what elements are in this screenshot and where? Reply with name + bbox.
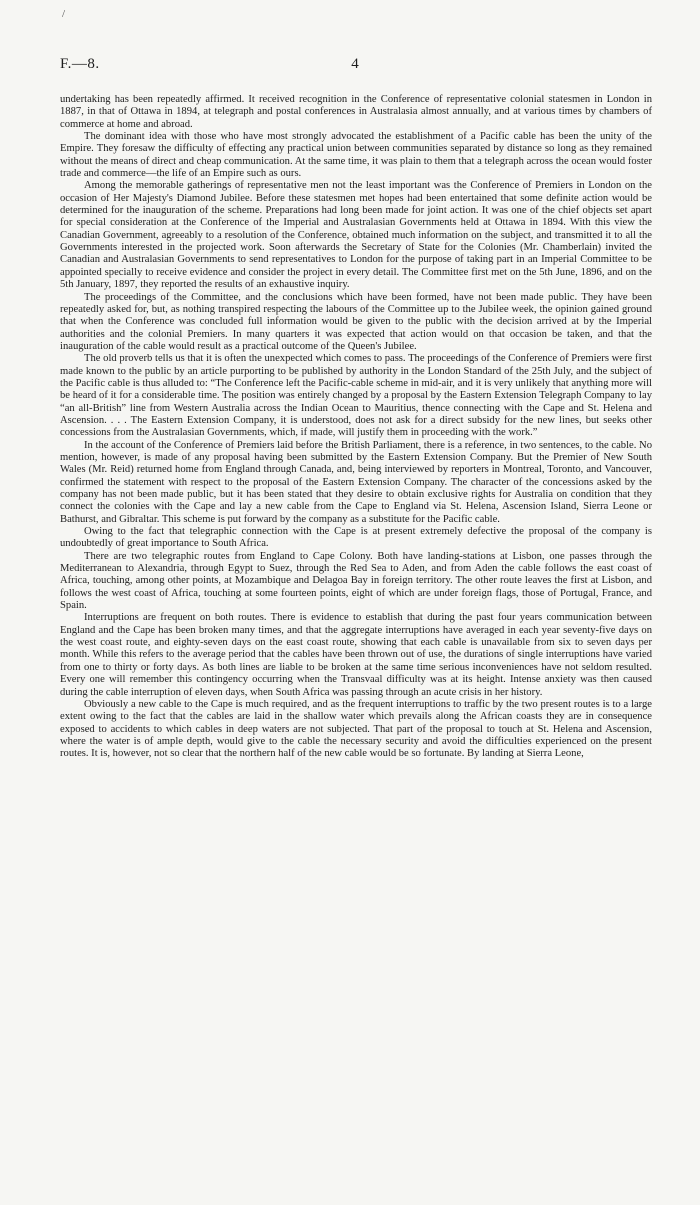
paragraph: Obviously a new cable to the Cape is much required, and as the frequent interruptions to traffic by the two present routes is to a large extent owing to the fact that the cables are laid in the shallow water which prevails along the African coasts they are in consequence exposed to accidents to which cables in deep waters are not subjected. That part of the proposal to touch at St. Helena and Ascension, where the water is of ample depth, would give to the cable the necessary security and avoid the difficulties experienced on the present routes. It is, however, not so clear that the northern half of the new cable would be so fortunate. By landing at Sierra Leone,	[60, 698, 652, 760]
paragraph: Among the memorable gatherings of representative men not the least important was the Conference of Premiers in London on the occasion of Her Majesty's Diamond Jubilee. Before these statesmen met hopes had been entertained that some definite action would be determined for the inauguration of the scheme. Preparations had long been made for joint action. It was one of the chief objects set apart for special consideration at the Conference of the Imperial and Australasian Governments held at Ottawa in 1894. With this view the Canadian Government, agreeably to a resolution of the Conference, obtained much information on the subject, and transmitted it to all the Governments interested in the projected work. Soon afterwards the Secretary of State for the Colonies (Mr. Chamberlain) invited the Canadian and Australasian Governments to send representatives to London for the purpose of taking part in an Imperial Committee to be appointed specially to receive evidence and consider the project in every detail. The Committee first met on the 5th June, 1896, and on the 5th January, 1897, they reported the results of an exhaustive inquiry.	[60, 180, 652, 291]
paragraph: The dominant idea with those who have most strongly advocated the establishment of a Pacific cable has been the unity of the Empire. They foresaw the difficulty of effecting any practical union between communities separated by distance so long as they remained without the means of direct and cheap communication. At the same time, it was plain to them that a telegraph across the ocean would foster trade and commerce—the life of an Empire such as ours.	[60, 131, 652, 180]
page-number: 4	[351, 56, 359, 72]
paragraph: The proceedings of the Committee, and the conclusions which have been formed, have not been made public. They have been repeatedly asked for, but, as nothing transpired respecting the labours of the Committee up to the Jubilee week, the opinion gained ground that when the Conference was concluded full information would be given to the public with the decision arrived at by the Imperial authorities and the colonial Premiers. In many quarters it was expected that action would on that occasion be taken, and that the inauguration of the cable would result as a practical outcome of the Queen's Jubilee.	[60, 291, 652, 352]
page-body	[60, 94, 652, 761]
corner-mark: /	[62, 8, 66, 20]
paragraph: Interruptions are frequent on both routes. There is evidence to establish that during the past four years communication between England and the Cape has been broken many times, and that the aggregate interruptions have averaged in each year seventy-five days on the west coast route, and eighty-seven days on the east coast route, showing that each cable is unavailable from six to seven days per month. While this refers to the average period that the cables have been thrown out of use, the durations of single interruptions have varied from one to thirty or forty days. As both lines are liable to be broken at the same time serious inconveniences have not seldom resulted. Every one will remember this contingency occurring when the Transvaal difficulty was at its height. Intense anxiety was then caused during the cable interruption of eleven days, when South Africa was passing through an acute crisis in her history.	[60, 612, 652, 698]
paragraph: In the account of the Conference of Premiers laid before the British Parliament, there is a reference, in two sentences, to the cable. No mention, however, is made of any proposal having been submitted by the Eastern Extension Company. But the Premier of New South Wales (Mr. Reid) returned home from England through Canada, and, being interviewed by reporters in Montreal, Toronto, and Vancouver, confirmed the statement with respect to the proposal of the Eastern Extension Company. The character of the concessions asked by the company has not been made public, but it has been stated that they desire to obtain exclusive rights for Australia on condition that they connect the colonies with the Cape and lay a new cable from the Cape to England via St. Helena, Ascension Island, Sierra Leone or Bathurst, and Gibraltar. This scheme is put forward by the company as a substitute for the Pacific cable.	[60, 439, 652, 525]
paragraph: The old proverb tells us that it is often the unexpected which comes to pass. The proceedings of the Conference of Premiers were first made known to the public by an article purporting to be published by authority in the London Standard of the 25th July, and the subject of the Pacific cable is thus alluded to: “The Conference left the Pacific-cable scheme in mid-air, and it is very unlikely that anything more will be heard of it for a considerable time. The position was entirely changed by a proposal by the Eastern Extension Telegraph Company to lay “an all-British” line from Western Australia across the Indian Ocean to Mauritius, thence connecting with the Cape and St. Helena and Ascension. . . . The Eastern Extension Company, it is understood, does not ask for a direct subsidy for the new lines, but seeks other concessions from the Australasian Governments, which, if made, will justify them in proceeding with the work.”	[60, 353, 652, 439]
paragraph: There are two telegraphic routes from England to Cape Colony. Both have landing-stations at Lisbon, one passes through the Mediterranean to Alexandria, through Egypt to Suez, through the Red Sea to Aden, and from Aden the cable follows the east coast of Africa, touching, among other points, at Mozambique and Delagoa Bay in foreign territory. The other route leaves the first at Lisbon, and follows the west coast of Africa, touching at some fourteen points, eight of which are under foreign flags, those of Portugal, France, and Spain.	[60, 550, 652, 612]
document-reference: F.—8.	[60, 56, 100, 72]
page-header	[60, 56, 650, 80]
paragraph: undertaking has been repeatedly affirmed. It received recognition in the Conference of representative colonial statesmen in London in 1887, in that of Ottawa in 1894, at telegraph and postal conferences in Australasia almost annually, and at various times by chambers of commerce at home and abroad.	[60, 94, 652, 130]
paragraph: Owing to the fact that telegraphic connection with the Cape is at present extremely defective the proposal of the company is undoubtedly of great importance to South Africa.	[60, 526, 652, 550]
